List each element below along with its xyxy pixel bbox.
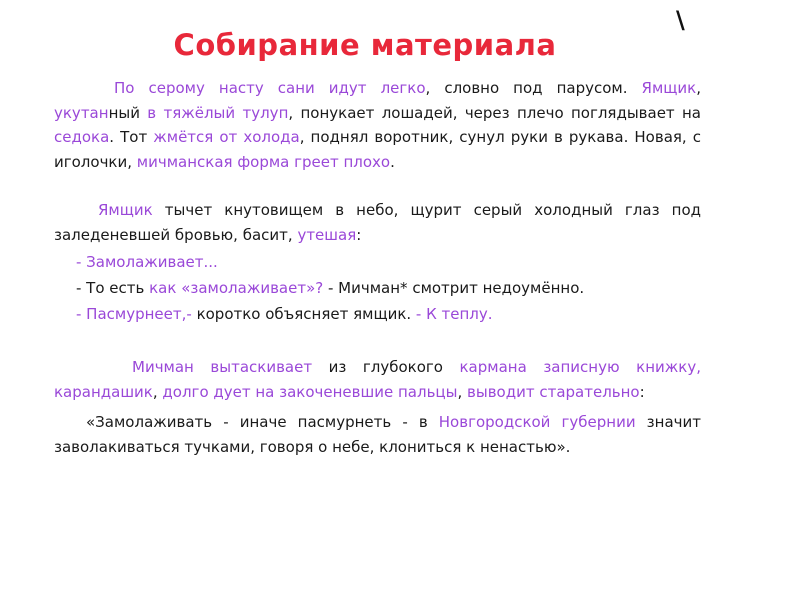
highlighted-phrase: По серому насту сани идут легко <box>114 79 426 97</box>
text-run: , понукает лошадей, через плечо поглядывает на <box>288 103 701 122</box>
dialogue-line-2 <box>54 275 701 301</box>
slide-title: Собирание материала <box>173 28 557 62</box>
text-run: , словно под парусом. <box>425 79 642 97</box>
text-run: . <box>390 152 395 171</box>
highlighted-phrase: Мичман вытаскивает <box>132 358 313 376</box>
text-run: . Тот <box>109 128 154 146</box>
text-run: : <box>639 382 645 401</box>
text-run: «Замолаживать - иначе пасмурнеть - в <box>86 413 439 431</box>
highlighted-phrase: утешая <box>297 225 357 244</box>
text-run: коротко объясняет ямщик. <box>191 305 416 323</box>
text-run: ный <box>108 103 148 122</box>
paragraph-2 <box>54 198 701 247</box>
highlighted-phrase: - Пасмурнеет,- <box>76 305 192 323</box>
text-run: , <box>152 382 163 401</box>
highlighted-phrase: Ямщик <box>98 201 153 219</box>
highlighted-phrase: долго дует на закоченевшие пальцы <box>162 382 458 401</box>
text-run: тычет кнутовищем в небо, щурит серый холодный глаз под заледеневшей бровью, басит, <box>54 201 701 244</box>
highlighted-phrase: - К теплу. <box>415 305 493 323</box>
paragraph-3 <box>54 355 701 404</box>
paragraph-4-quote <box>54 410 701 459</box>
highlighted-phrase: в тяжёлый тулуп <box>147 103 289 122</box>
text-run: , <box>696 79 701 97</box>
highlighted-phrase: седока <box>54 128 110 146</box>
text-run: : <box>356 225 362 244</box>
highlighted-phrase: мичманская форма греет плохо <box>136 152 391 171</box>
highlighted-phrase: выводит старательно <box>467 382 640 401</box>
highlighted-phrase: укутан <box>54 103 109 122</box>
paragraph-1 <box>54 76 701 174</box>
corner-backslash-mark: \ <box>676 6 685 34</box>
text-run: значит заволакиваться тучками, говоря о небе, клониться к ненастью». <box>54 413 701 456</box>
highlighted-phrase: как «замолаживает»? <box>149 279 324 297</box>
dialogue-line-1 <box>54 249 701 275</box>
highlighted-phrase: - Замолаживает... <box>76 253 218 271</box>
highlighted-phrase: Ямщик <box>641 79 697 97</box>
text-run: - Мичман* смотрит недоумённо. <box>323 279 585 297</box>
text-run: , поднял воротник, сунул руки в рукава. Новая, с иголочки, <box>54 128 701 171</box>
highlighted-phrase: жмётся от холода <box>153 128 300 146</box>
highlighted-phrase: Новгородской губернии <box>438 413 636 431</box>
dialogue-line-3 <box>54 301 701 327</box>
text-run: - То есть <box>76 279 150 297</box>
highlighted-phrase: кармана записную книжку, карандашик <box>54 358 701 401</box>
text-run: , <box>457 382 468 401</box>
text-run: из глубокого <box>312 358 460 376</box>
text-body <box>54 76 701 459</box>
